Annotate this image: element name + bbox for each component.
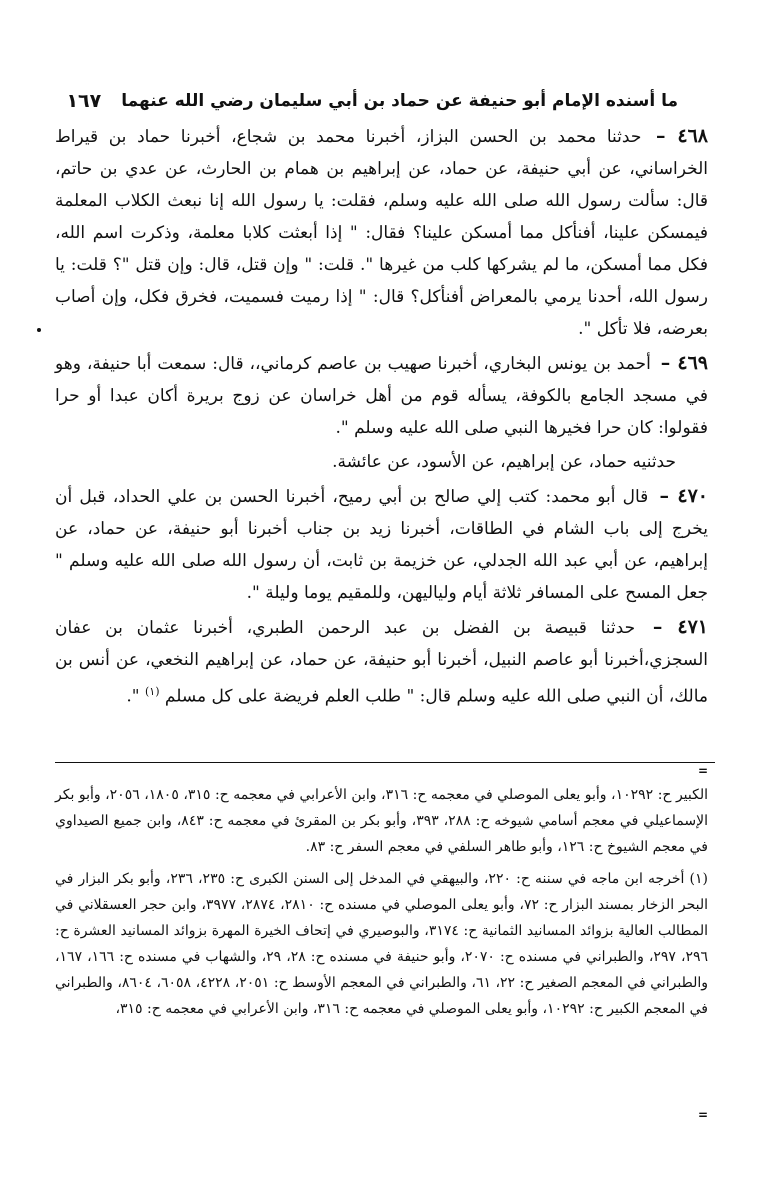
hadith-text: حدثنا محمد بن الحسن البزاز، أخبرنا محمد بن شجاع، أخبرنا حماد بن قيراط الخراساني، عن أبي حنيفة، عن حماد، عن إبراهيم بن همام بن الحارث، عن عدي بن حاتم، قال: سألت رسول الله صلى الله عليه وسلم، فقلت: يا رسول الله إنا نبعث الكلاب المعلمة فيمسكن علينا، أفنأكل مما أمسكن علينا؟ فقال: " إذا أبعثت كلابا معلمة، وذكرت اسم الله، فكل مما أمسكن، ما لم يشركها كلب من غيرها ". قلت: " وإن قتل، قال: وإن قتل "؟ قلت: يا رسول الله، أحدنا يرمي بالمعراض أفنأكل؟ قال: " إذا رميت فسميت، فخرق فكل، وإن أصاب بعرضه، فلا تأكل ". <box>55 127 708 339</box>
footnote-continued: الكبير ح: ١٠٢٩٢، وأبو يعلى الموصلي في معجمه ح: ٣١٦، وابن الأعرابي في معجمه ح: ٣١٥، ١٨٠٥، ٢٠٥٦، وأبو بكر الإسماعيلي في معجم أسامي شيوخه ح: ٢٨٨، ٣٩٣، وأبو بكر بن المقرئ في معجمه ح: ٨٤٣، وابن جميع الصيداوي في معجم الشيوخ ح: ١٢٦، وأبو طاهر السلفي في معجم السفر ح: ٨٣. <box>55 787 709 855</box>
hadith-text: أحمد بن يونس البخاري، أخبرنا صهيب بن عاصم كرماني،، قال: سمعت أبا حنيفة، وهو في مسجد الجامع بالكوفة، يسأله قوم من أهل خراسان عن زوج بريرة أكان عبدا أو حرا فقولوا: كان حرا فخيرها النبي صلى الله عليه وسلم ". <box>55 354 708 438</box>
hadith-470 <box>55 480 708 609</box>
hadith-text: حدثنا قبيصة بن الفضل بن عبد الرحمن الطبري، أخبرنا عثمان بن عفان السجزي،أخبرنا أبو عاصم النبيل، أخبرنا أبو حنيفة، عن حماد، عن إبراهيم النخعي، عن أنس بن مالك، أن النبي صلى الله عليه وسلم قال: " طلب العلم فريضة على كل مسلم <box>55 618 708 707</box>
hadith-text-end: ". <box>126 686 140 707</box>
main-text <box>55 120 708 715</box>
continuation-mark-top: = <box>697 764 708 778</box>
continuation-mark-bottom: = <box>697 1108 708 1122</box>
footnote-reference[interactable]: (١) <box>144 685 160 698</box>
page-number: ١٦٧ <box>66 90 102 112</box>
hadith-469-chain: حدثنيه حماد، عن إبراهيم، عن الأسود، عن عائشة. <box>332 452 676 472</box>
hadith-number: ٤٧٠ – <box>659 485 709 507</box>
hadith-number: ٤٦٨ – <box>655 125 708 147</box>
hadith-number: ٤٦٩ – <box>660 352 708 374</box>
footnotes <box>55 782 708 1028</box>
hadith-468 <box>55 120 708 345</box>
hadith-text: قال أبو محمد: كتب إلي صالح بن أبي رميح، أخبرنا الحسن بن علي الحداد، قبل أن يخرج إلى باب الشام في الطاقات، أخبرنا زيد بن جناب أخبرنا أبو حنيفة، عن حماد، عن إبراهيم، عن أبي عبد الله الجدلي، عن خزيمة بن ثابت، أن رسول الله صلى الله عليه وسلم " جعل المسح على المسافر ثلاثة أيام ولياليهن، وللمقيم يوما وليلة ". <box>55 487 708 603</box>
page-header <box>66 84 678 118</box>
hadith-number: ٤٧١ – <box>652 616 709 638</box>
footnote-separator <box>55 762 715 763</box>
footnote-1: (١) أخرجه ابن ماجه في سننه ح: ٢٢٠، والبيهقي في المدخل إلى السنن الكبرى ح: ٢٣٥، ٢٣٦، وأبو بكر البزار في البحر الزخار بمسند البزار ح: ٧٢، وأبو يعلى الموصلي في مسنده ح: ٢٨١٠، ٢٨٧٤، ٣٩٧٧، وابن حجر العسقلاني في المطالب العالية بزوائد المسانيد الثمانية ح: ٣١٧٤، والبوصيري في إتحاف الخيرة المهرة بزوائد المسانيد العشرة ح: ٢٩٦، ٢٩٧، والطبراني في مسنده ح: ٢٠٧٠، وأبو حنيفة في مسنده ح: ٢٨، ٢٩، والشهاب في مسنده ح: ١٦٦، ١٦٧، والطبراني في المعجم الصغير ح: ٢٢، ٦١، والطبراني في المعجم الأوسط ح: ٢٠٥١، ٤٢٢٨، ٦٠٥٨، ٨٦٠٤، والطبراني في المعجم الكبير ح: ١٠٢٩٢، وأبو يعلى الموصلي في معجمه ح: ٣١٦، وابن الأعرابي في معجمه ح: ٣١٥، <box>55 871 709 1017</box>
margin-dot <box>37 328 41 332</box>
hadith-469 <box>55 347 708 444</box>
hadith-471 <box>55 611 708 713</box>
running-title: ما أسنده الإمام أبو حنيفة عن حماد بن أبي سليمان رضي الله عنهما <box>121 91 678 111</box>
